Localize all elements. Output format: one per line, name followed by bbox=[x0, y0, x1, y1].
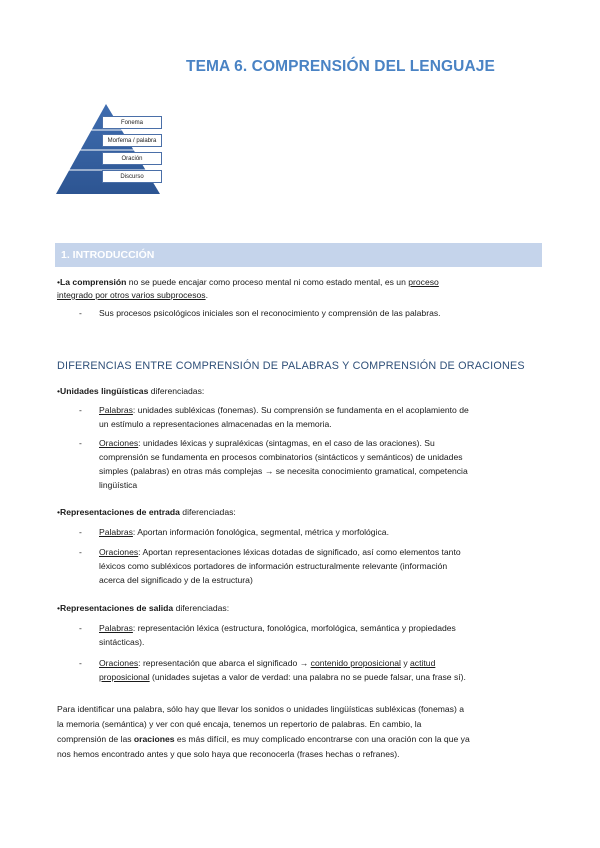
dash-marker: - bbox=[79, 405, 82, 415]
pyramid-level-oracion: Oración bbox=[102, 152, 162, 165]
dash-marker: - bbox=[79, 527, 82, 537]
output-oraciones-rest: (unidades sujetas a valor de verdad: una palabra no se puede falsar, una frase sí). bbox=[149, 672, 466, 682]
input-bold: Representaciones de entrada bbox=[60, 507, 180, 517]
input-palabras-line-1 bbox=[99, 525, 389, 539]
output-oraciones-and: y bbox=[400, 658, 411, 668]
pyramid-level-morfema: Morfema / palabra bbox=[102, 134, 162, 147]
units-oraciones-line-1 bbox=[99, 436, 435, 450]
closing-line-2: la memoria (semántica) y ver con qué encaja, tenemos un repertorio de palabras. En cambio, la bbox=[57, 719, 422, 729]
closing-bold: oraciones bbox=[133, 734, 175, 744]
closing-text-c: es más difícil, es muy complicado encontrarse con una oración con la que ya bbox=[174, 734, 470, 744]
units-palabras-text: : unidades subléxicas (fonemas). Su comprensión se fundamenta en el acoplamiento de bbox=[132, 405, 469, 415]
intro-bold: La comprensión bbox=[60, 277, 127, 287]
palabras-label: Palabras bbox=[99, 623, 133, 633]
contenido-proposicional: contenido proposicional bbox=[310, 658, 401, 668]
proposicional: proposicional bbox=[99, 672, 150, 682]
units-oraciones-line-3: simples (palabras) en otras más complejas → se necesita conocimiento gramatical, competencia bbox=[99, 466, 468, 476]
units-palabras-line-2: un estímulo a representaciones almacenadas en la memoria. bbox=[99, 419, 332, 429]
units-oraciones-line-4: lingüística bbox=[99, 480, 138, 490]
input-oraciones-text: : Aportan representaciones léxicas dotadas de significado, así como elementos tanto bbox=[138, 547, 461, 557]
input-rest: diferenciadas: bbox=[179, 507, 236, 517]
oraciones-label: Oraciones bbox=[99, 438, 139, 448]
units-bold: Unidades lingüísticas bbox=[60, 386, 149, 396]
section-header-introduccion bbox=[55, 243, 542, 267]
palabras-label: Palabras bbox=[99, 405, 133, 415]
intro-line-2 bbox=[57, 288, 208, 302]
intro-underline-1: proceso bbox=[408, 277, 439, 287]
output-oraciones-text: : representación que abarca el significado → bbox=[138, 658, 311, 668]
input-oraciones-line-1 bbox=[99, 545, 461, 559]
input-heading: •Representaciones de entrada diferenciadas: bbox=[57, 507, 236, 517]
output-heading: •Representaciones de salida diferenciadas: bbox=[57, 603, 230, 613]
units-palabras-line-1 bbox=[99, 403, 469, 417]
input-oraciones-line-2: léxicos como subléxicos portadores de información estructuralmente relevante (información bbox=[99, 561, 448, 571]
units-oraciones-text: : unidades léxicas y supraléxicas (sintagmas, en el caso de las oraciones). Su bbox=[138, 438, 435, 448]
closing-text-a: comprensión de las bbox=[57, 734, 134, 744]
output-rest: diferenciadas: bbox=[173, 603, 230, 613]
differences-heading: DIFERENCIAS ENTRE COMPRENSIÓN DE PALABRAS Y COMPRENSIÓN DE ORACIONES bbox=[57, 360, 525, 372]
units-oraciones-line-2: comprensión se fundamenta en procesos combinatorios (sintácticos y semánticos) de unidades bbox=[99, 452, 463, 462]
closing-line-1: Para identificar una palabra, sólo hay que llevar los sonidos o unidades lingüísticas subléxicas (fonemas) a bbox=[57, 704, 465, 714]
output-oraciones-line-1 bbox=[99, 656, 435, 670]
pyramid-level-discurso: Discurso bbox=[102, 170, 162, 183]
dash-marker: - bbox=[79, 623, 82, 633]
input-palabras-text: : Aportan información fonológica, segmental, métrica y morfológica. bbox=[132, 527, 389, 537]
dash-marker: - bbox=[79, 547, 82, 557]
output-palabras-line-1 bbox=[99, 621, 456, 635]
section-heading: 1. INTRODUCCIÓN bbox=[61, 249, 155, 261]
output-oraciones-line-2 bbox=[99, 670, 466, 684]
oraciones-label: Oraciones bbox=[99, 658, 139, 668]
closing-line-3 bbox=[57, 732, 470, 746]
output-palabras-line-2: sintácticas). bbox=[99, 637, 145, 647]
pyramid-level-fonema: Fonema bbox=[102, 116, 162, 129]
dash-marker: - bbox=[79, 658, 82, 668]
intro-bullet-1: Sus procesos psicológicos iniciales son el reconocimiento y comprensión de las palabras. bbox=[99, 308, 441, 318]
intro-end: . bbox=[205, 290, 208, 300]
closing-line-4: nos hemos encontrado antes y que solo haya que reconocerla (frases hechas o refranes). bbox=[57, 749, 400, 759]
input-oraciones-line-3: acerca del significado y de la estructura) bbox=[99, 575, 253, 585]
intro-text: no se puede encajar como proceso mental ni como estado mental, es un bbox=[126, 277, 409, 287]
units-rest: diferenciadas: bbox=[148, 386, 205, 396]
units-heading: •Unidades lingüísticas diferenciadas: bbox=[57, 386, 205, 396]
dash-marker: - bbox=[79, 308, 82, 318]
actitud: actitud bbox=[410, 658, 436, 668]
page-title: TEMA 6. COMPRENSIÓN DEL LENGUAJE bbox=[186, 58, 495, 75]
output-bold: Representaciones de salida bbox=[60, 603, 174, 613]
output-palabras-text: : representación léxica (estructura, fonológica, morfológica, semántica y propiedades bbox=[132, 623, 456, 633]
intro-underline-2: integrado por otros varios subprocesos bbox=[57, 290, 206, 300]
dash-marker: - bbox=[79, 438, 82, 448]
palabras-label: Palabras bbox=[99, 527, 133, 537]
oraciones-label: Oraciones bbox=[99, 547, 139, 557]
intro-line-1: •La comprensión no se puede encajar como proceso mental ni como estado mental, es un proceso bbox=[57, 277, 439, 287]
